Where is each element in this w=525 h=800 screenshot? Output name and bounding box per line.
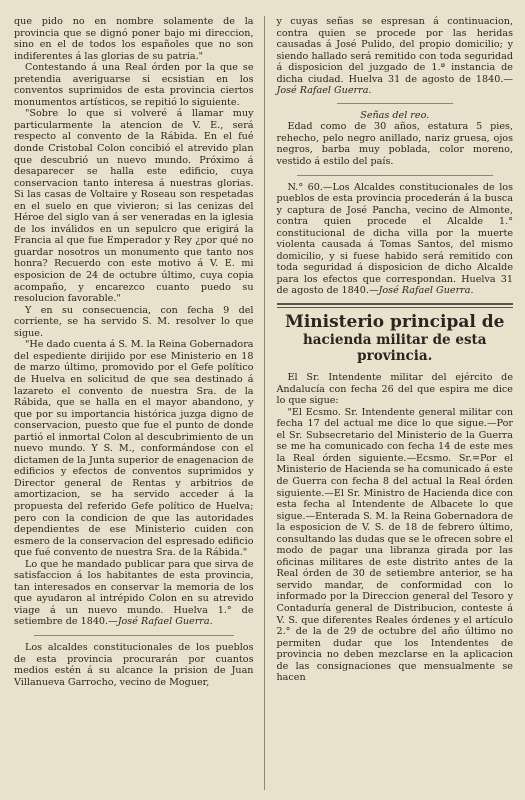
senas-description: Edad como de 30 años, estatura 5 pies, rehecho, pelo negro anillado, nariz gruesa, ojos negros, barba muy poblada, color moreno, vestido á estilo del país. — [276, 121, 513, 168]
paragraph-rabida-request: "Sobre lo que si volveré á llamar muy particularmente la atencion de V. E., será respecto al convento de la Rábida. En el fué donde Cristobal Colon concibió el atrevido plan que descubrió un nuevo mundo. Próximo á desaparecer se halla este edificio, cuya conservacion tanto interesa á nuestras glorias. Si las casas de Voltaire y Roseau son respetadas en el suelo en que vivieron; si las cenizas del Héroe del siglo van á ser veneradas en la iglesia de los inválidos en un sepulcro que erigirá la Francia al que fue Emperador y Rey ¿por qué no guardar nosotros un monumento que tanto nos honra? Recuerdo con este motivo á V. E. mi esposicion de 24 de octubre último, cuya copia acompaño, y encarezco cuanto puedo su resolucion favorable." — [14, 108, 254, 305]
n60-text: N.° 60.—Los Alcaldes constitucionales de los pueblos de esta provincia procederán á la busca y captura de José Pancha, vecino de Almonte, contra quien procede el Alcalde 1.° constitucional de dicha villa por la muerte violenta causada á Tomas Santos, del mismo domicilio, y si fuese habido será remitido con toda seguridad á disposicion de dicho Alcalde para los efectos que correspondan. Huelva 31 de agosto de 1840. — [276, 181, 513, 297]
heading-rule-thin — [277, 307, 514, 308]
paragraph-continuation-right — [277, 16, 514, 97]
senas-title: Señas del reo. — [360, 109, 430, 121]
signature-guerra: —José Rafael Guerra. — [276, 73, 513, 97]
paragraph-real-resolution: "He dado cuenta á S. M. la Reina Gobernadora del espediente dirijido por ese Ministerio en 18 de marzo último, promovido por el Gefe político de Huelva en solicitud de que sea destinado á lazareto el convento de nuestra Sra. de la Rábida, que se halla en el mayor abandono, y que por su importancia histórica juzga digno de conservacion, puesto que fue el punto de donde partió el inmortal Colon al descubrimiento de un nuevo mundo. Y S. M., conformándose con el dictamen de la Junta superior de enagenacion de edificios y efectos de conventos suprimidos y Director general de Rentas y arbitrios de amortizacion, se ha servido acceder á la propuesta del referido Gefe político de Huelva; pero con la condicion de que las autoridades dependientes de ese Ministerio cuiden con esmero de la conservacion del espresado edificio que fué convento de nuestra Sra. de la Rábida." — [14, 339, 254, 559]
heading-line-2: hacienda militar de esta provincia. — [302, 332, 487, 365]
paragraph-publication — [14, 559, 254, 628]
heading-rule-thick — [277, 303, 514, 305]
short-divider — [337, 103, 454, 104]
section-heading — [277, 313, 514, 364]
signature-guerra: —José Rafael Guerra. — [108, 616, 213, 628]
publication-text: Lo que he mandado publicar para que sirva de satisfaccion á los habitantes de esta provincia, tan interesados en conservar la memoria de los que ayudaron al intrépido Colon en su atrevido viage á un nuevo mundo. Huelva 1.° de setiembre de 1840. — [14, 558, 254, 628]
section-divider — [34, 635, 234, 636]
paragraph-ecsmo: "El Ecsmo. Sr. Intendente general militar con fecha 17 del actual me dice lo que sigue.—Por el Sr. Subsecretario del Ministerio de la Guerra se me ha comunicado con fecha 14 de este mes la Real órden siguiente.—Ecsmo. Sr.=Por el Ministerio de Hacienda se ha comunicado á este de Guerra con fecha 8 del actual la Real órden siguiente.—El Sr. Ministro de Hacienda dice con esta fecha al Intendente de Albacete lo que sigue.—Enterada S. M. la Reina Gobernadora de la esposicion de V. S. de 18 de febrero último, consultando las dudas que se le ofrecen sobre el modo de pagar una libranza girada por las oficinas militares de este distrito antes de la Real órden de 30 de setiembre anterior, se ha servido mandar, de conformidad con lo informado por la Direccion general del Tesoro y Contaduría general de Distribucion, conteste á V. S. que diferentes Reales órdenes y el artículo 2.° de la de 29 de octubre del año último no permiten dudar que los Intendentes de provincia no deben mezclarse en la aplicacion de las consignaciones que mensualmente se hacen — [276, 406, 513, 684]
signature-guerra: —José Rafael Guerra. — [368, 285, 474, 297]
paragraph-n60 — [277, 182, 514, 297]
paragraph-real-orden: Contestando á una Real órden por la que se pretendia averiguarse si ecsistian en los conventos suprimidos de esta provincia ciertos monumentos artísticos, se repitió lo siguiente. — [14, 62, 254, 108]
left-column — [14, 16, 264, 790]
continuation-text: y cuyas señas se espresan á continuacion, contra quien se procede por las heridas causadas á José Pulido, del propio domicilio; y siendo hallado será remitido con toda seguridad á disposicion del juzgado de 1.ª instancia de dicha ciudad. Huelva 31 de agosto de 1840. — [276, 16, 513, 85]
right-column — [264, 16, 514, 790]
heading-line-1: Ministerio principal de — [285, 312, 505, 333]
paragraph-continuation: que pido no en nombre solamente de la provincia que se dignó poner bajo mi direccion, sino en el de todos los españoles que no son indiferentes á las glorias de su patria." — [14, 16, 254, 62]
section-divider — [297, 175, 494, 176]
paragraph-capture-order: Los alcaldes constitucionales de los pueblos de esta provincia procurarán por cuantos medios estén á su alcance la prision de Juan Villanueva Garrocho, vecino de Moguer, — [14, 641, 254, 688]
paragraph-consecuencia: Y en su consecuencia, con fecha 9 del corriente, se ha servido S. M. resolver lo que sigue. — [14, 304, 254, 339]
paragraph-intendente: El Sr. Intendente militar del ejército de Andalucía con fecha 26 del que espira me dice lo que sigue: — [276, 372, 513, 407]
